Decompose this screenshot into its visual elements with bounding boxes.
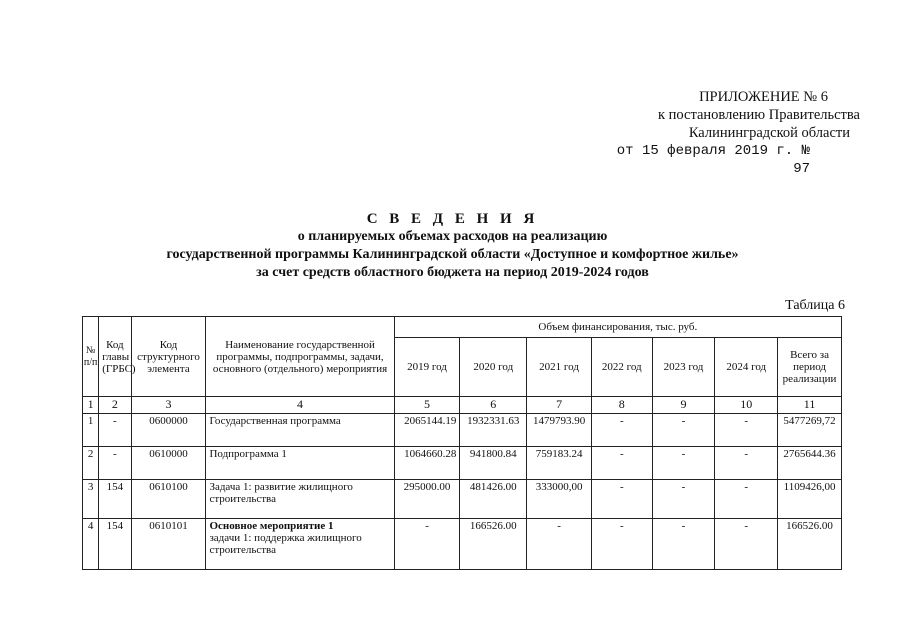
cell-name	[206, 519, 394, 570]
table-row	[83, 414, 842, 447]
header-row-1	[83, 317, 842, 338]
column-number: 3	[131, 397, 206, 414]
appendix-line-3: Калининградской области	[688, 125, 850, 141]
cell-2019: -	[394, 519, 460, 570]
header-total: Всего за период реализации	[778, 338, 842, 397]
cell-total: 166526.00	[778, 519, 842, 570]
column-number: 11	[778, 397, 842, 414]
table-row	[83, 480, 842, 519]
appendix-line-2: к постановлению Правительства	[658, 107, 860, 123]
cell-2021: -	[527, 519, 592, 570]
cell-2023: -	[652, 519, 715, 570]
cell-2023: -	[652, 480, 715, 519]
column-number: 1	[83, 397, 99, 414]
header-year: 2024 год	[715, 338, 778, 397]
column-number: 6	[460, 397, 527, 414]
cell-2020: 1932331.63	[460, 414, 527, 447]
cell-chapter: -	[99, 414, 131, 447]
cell-2024: -	[715, 414, 778, 447]
column-number-row	[83, 397, 842, 414]
header-code-element: Код структурного элемента	[131, 317, 206, 397]
header-financing: Объем финансирования, тыс. руб.	[394, 317, 841, 338]
header-num: № п/п	[83, 317, 99, 397]
column-number: 4	[206, 397, 394, 414]
appendix-date: от 15 февраля 2019 г. № 97	[616, 143, 810, 177]
header-year: 2021 год	[527, 338, 592, 397]
cell-name: Государственная программа	[206, 414, 394, 447]
table-row	[83, 447, 842, 480]
cell-name-bold: Основное мероприятие 1	[209, 520, 334, 532]
financing-table	[82, 316, 842, 570]
header-year: 2022 год	[591, 338, 652, 397]
cell-2021: 759183.24	[527, 447, 592, 480]
appendix-title: ПРИЛОЖЕНИЕ № 6	[699, 89, 828, 105]
header-year: 2019 год	[394, 338, 460, 397]
header-code-chapter: Код главы (ГРБС)	[99, 317, 131, 397]
cell-2023: -	[652, 414, 715, 447]
cell-element: 0610100	[131, 480, 206, 519]
cell-2024: -	[715, 519, 778, 570]
table-row	[83, 519, 842, 570]
cell-2021: 333000,00	[527, 480, 592, 519]
cell-2022: -	[591, 519, 652, 570]
cell-2022: -	[591, 447, 652, 480]
cell-total: 1109426,00	[778, 480, 842, 519]
column-number: 9	[652, 397, 715, 414]
cell-chapter: 154	[99, 519, 131, 570]
cell-2021: 1479793.90	[527, 414, 592, 447]
cell-element: 0610101	[131, 519, 206, 570]
cell-2024: -	[715, 480, 778, 519]
header-name: Наименование государственной программы, подпрограммы, задачи, основного (отдельного) мероприятия	[206, 317, 394, 397]
cell-name: Подпрограмма 1	[206, 447, 394, 480]
cell-num: 1	[83, 414, 99, 447]
cell-chapter: -	[99, 447, 131, 480]
heading-line-3: государственной программы Калининградской области «Доступное и комфортное жилье»	[166, 247, 739, 262]
column-number: 7	[527, 397, 592, 414]
cell-name: Задача 1: развитие жилищного строительства	[206, 480, 394, 519]
header-year: 2020 год	[460, 338, 527, 397]
heading-line-4: за счет средств областного бюджета на период 2019-2024 годов	[256, 265, 649, 280]
cell-2020: 941800.84	[460, 447, 527, 480]
heading-line-2: о планируемых объемах расходов на реализацию	[297, 229, 608, 244]
cell-2022: -	[591, 480, 652, 519]
column-number: 10	[715, 397, 778, 414]
cell-2020: 166526.00	[460, 519, 527, 570]
cell-2023: -	[652, 447, 715, 480]
cell-2020: 481426.00	[460, 480, 527, 519]
cell-element: 0600000	[131, 414, 206, 447]
cell-num: 2	[83, 447, 99, 480]
cell-num: 3	[83, 480, 99, 519]
table-number: Таблица 6	[785, 298, 845, 313]
cell-2024: -	[715, 447, 778, 480]
header-year: 2023 год	[652, 338, 715, 397]
cell-2019: 295000.00	[394, 480, 460, 519]
cell-2019: 2065144.19	[394, 414, 460, 447]
cell-2022: -	[591, 414, 652, 447]
appendix-block	[600, 88, 860, 178]
cell-chapter: 154	[99, 480, 131, 519]
cell-total: 2765644.36	[778, 447, 842, 480]
column-number: 2	[99, 397, 131, 414]
cell-name-rest: задачи 1: поддержка жилищного строительства	[209, 532, 362, 556]
heading-title: С В Е Д Е Н И Я	[366, 211, 539, 227]
document-heading	[0, 210, 905, 282]
column-number: 8	[591, 397, 652, 414]
cell-2019: 1064660.28	[394, 447, 460, 480]
cell-num: 4	[83, 519, 99, 570]
cell-total: 5477269,72	[778, 414, 842, 447]
column-number: 5	[394, 397, 460, 414]
cell-element: 0610000	[131, 447, 206, 480]
